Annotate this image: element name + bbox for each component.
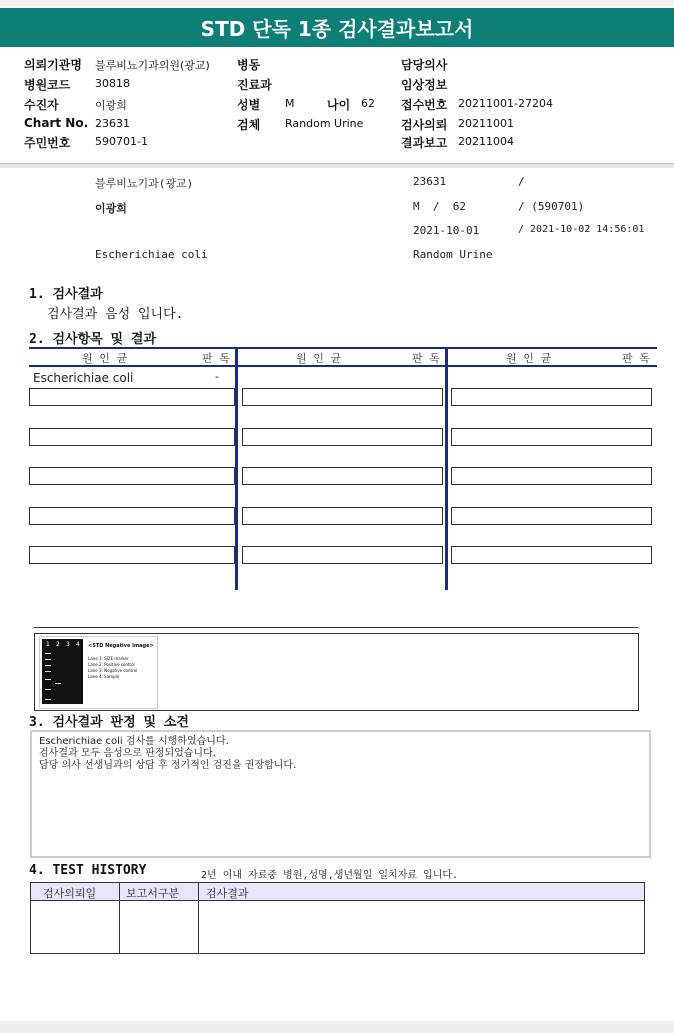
gel-band: [45, 665, 51, 666]
results-table-top-rule: [29, 347, 657, 349]
summary-request-date: 2021-10-01: [413, 224, 480, 237]
gel-band: [45, 653, 51, 654]
gel-band: [45, 699, 51, 700]
history-col-request-date: 검사의뢰일: [43, 887, 97, 900]
findings-line: 담당 의사 선생님과의 상담 후 정기적인 검진을 권장합니다.: [39, 760, 297, 771]
result-box: [242, 507, 443, 525]
result-box: [29, 507, 235, 525]
result-box: [242, 467, 443, 485]
result-box: [29, 546, 235, 564]
col1-judgement-head: 판 독: [202, 352, 230, 365]
patient-value: 이광희: [95, 99, 127, 112]
col2-organism-head: 원 인 균: [296, 352, 342, 365]
history-col-result: 검사결과: [206, 887, 249, 900]
result-box: [29, 428, 235, 446]
gel-legend-line: Lane 1: SIZE marker: [88, 656, 129, 661]
request-value: 20211001: [458, 117, 514, 130]
ward-label: 병동: [237, 58, 261, 72]
findings-line: 검사결과 모두 음성으로 판정되었습니다.: [39, 748, 216, 759]
summary-slash: /: [518, 175, 525, 188]
result-judgement: -: [215, 370, 219, 383]
results-column-divider: [445, 347, 448, 590]
results-column-divider: [235, 347, 238, 590]
age-label: 나이: [327, 98, 351, 112]
gel-legend-line: Lane 4: Sample: [88, 674, 120, 679]
department-label: 진료과: [237, 78, 272, 92]
result-box: [451, 388, 652, 406]
section2-title: 2. 검사항목 및 결과: [29, 332, 157, 347]
chart-value: 23631: [95, 117, 130, 130]
gel-band: [45, 689, 51, 690]
result-box: [451, 507, 652, 525]
history-note: 2년 이내 자료중 병원,성명,생년월일 일치자료 입니다.: [201, 870, 459, 881]
institution-label: 의뢰기관명: [24, 58, 82, 72]
col1-organism-head: 원 인 균: [82, 352, 128, 365]
summary-organism: Escherichiae coli: [95, 248, 208, 261]
image-top-rule: [34, 627, 638, 628]
report-date-value: 20211004: [458, 135, 514, 148]
receipt-label: 접수번호: [401, 98, 448, 112]
gel-band: [55, 683, 61, 684]
gel-image: [39, 636, 158, 709]
id-value: 590701-1: [95, 135, 148, 148]
history-body: [30, 900, 645, 954]
result-box: [242, 428, 443, 446]
gel-band: [45, 671, 51, 672]
lane-number: 1: [46, 641, 50, 648]
header-divider: [0, 163, 674, 168]
results-table-header-rule: [29, 365, 657, 367]
patient-label: 수진자: [24, 98, 59, 112]
summary-patient: 이광희: [95, 202, 127, 215]
doctor-label: 담당의사: [401, 58, 448, 72]
clinical-info-label: 임상정보: [401, 78, 448, 92]
result-box: [242, 546, 443, 564]
gel-photo: [42, 639, 83, 704]
result-box: [242, 388, 443, 406]
sex-label: 성별: [237, 98, 261, 112]
receipt-value: 20211001-27204: [458, 97, 553, 110]
age-value: 62: [361, 97, 375, 110]
gel-band: [45, 679, 51, 680]
id-label: 주민번호: [24, 136, 71, 150]
specimen-label: 검체: [237, 118, 261, 132]
history-header-row: [30, 882, 645, 901]
result-box: [451, 467, 652, 485]
result-box: [29, 467, 235, 485]
institution-value: 블루비뇨기과의원(광교): [95, 59, 210, 72]
history-col-divider: [119, 882, 120, 954]
result-box: [451, 546, 652, 564]
request-label: 검사의뢰: [401, 118, 448, 132]
result-box: [451, 428, 652, 446]
report-title: STD 단독 1종 검사결과보고서: [0, 8, 674, 47]
findings-line: Escherichiae coli 검사를 시행하였습니다.: [39, 736, 229, 747]
summary-clinic: 블루비뇨기과(광교): [95, 177, 194, 190]
hospital-code-label: 병원코드: [24, 78, 71, 92]
history-col-divider: [198, 882, 199, 954]
result-organism: Escherichiae coli: [33, 371, 134, 385]
section4-title: 4. TEST HISTORY: [29, 863, 147, 878]
bottom-strip: [0, 1021, 674, 1033]
sex-value: M: [285, 97, 295, 110]
summary-birth: / (590701): [518, 200, 585, 213]
summary-chart: 23631: [413, 175, 447, 188]
lane-number: 2: [56, 641, 60, 648]
gel-band: [45, 659, 51, 660]
lane-number: 4: [76, 641, 80, 648]
report-date-label: 결과보고: [401, 136, 448, 150]
specimen-value: Random Urine: [285, 117, 364, 130]
section3-title: 3. 검사결과 판정 및 소견: [29, 715, 189, 730]
summary-sex-age: M / 62: [413, 200, 466, 213]
col3-organism-head: 원 인 균: [506, 352, 552, 365]
gel-legend-line: Lane 2: Positive control: [88, 662, 135, 667]
history-col-report-type: 보고서구분: [126, 887, 180, 900]
section1-text: 검사결과 음성 입니다.: [47, 307, 184, 322]
section1-title: 1. 검사결과: [29, 287, 103, 302]
gel-legend-line: Lane 3: Negative control: [88, 668, 138, 673]
hospital-code-value: 30818: [95, 77, 130, 90]
col3-judgement-head: 판 독: [622, 352, 650, 365]
result-box: [29, 388, 235, 406]
summary-report-datetime: / 2021-10-02 14:56:01: [518, 224, 645, 235]
chart-label: Chart No.: [24, 116, 89, 130]
findings-box: [30, 730, 651, 858]
lane-number: 3: [66, 641, 70, 648]
col2-judgement-head: 판 독: [412, 352, 440, 365]
top-strip: [0, 0, 674, 6]
summary-specimen: Random Urine: [413, 248, 493, 261]
gel-heading: <STD Negative Image>: [88, 643, 154, 649]
